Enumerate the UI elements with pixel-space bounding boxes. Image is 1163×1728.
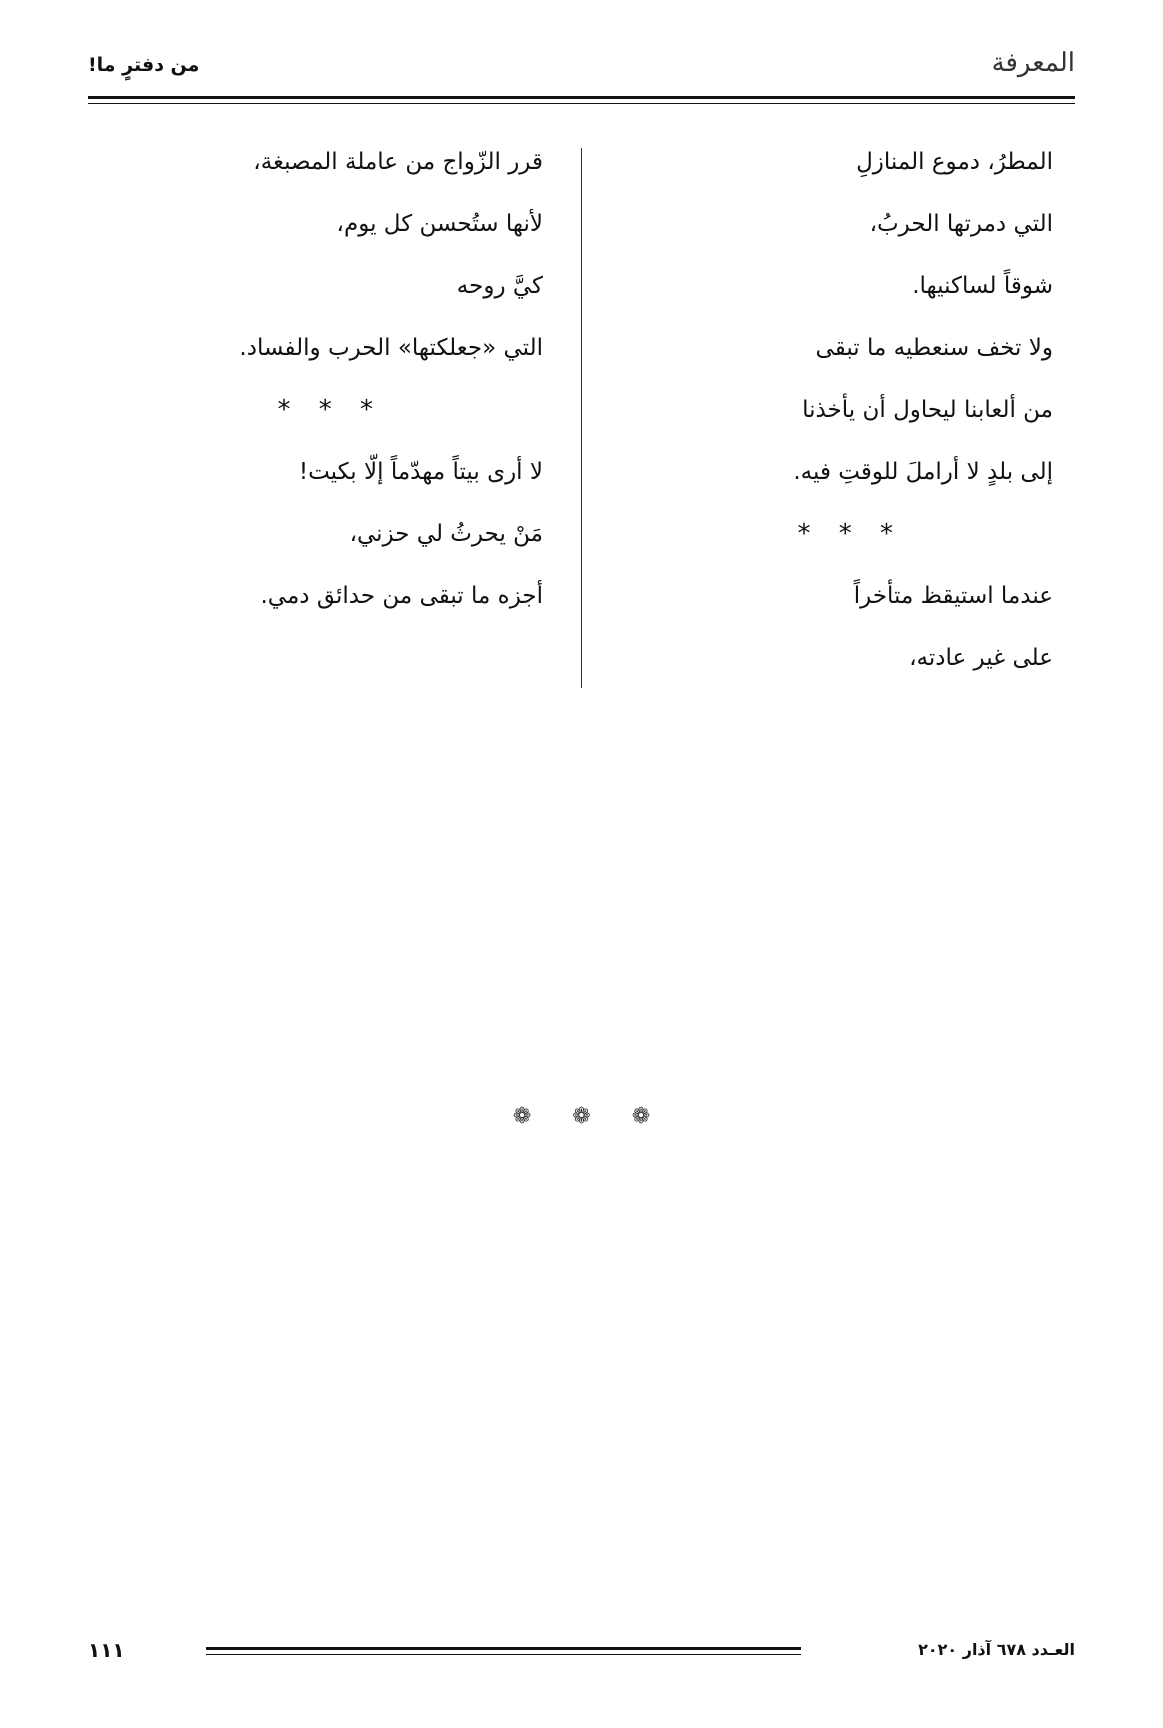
poem-line: من ألعابنا ليحاول أن يأخذنا xyxy=(802,397,1053,423)
poem-line: ولا تخف سنعطيه ما تبقى xyxy=(815,335,1053,361)
poem-line: على غير عادته، xyxy=(909,645,1053,671)
header-rule-thin xyxy=(88,103,1075,104)
issue-info: العـدد ٦٧٨ آذار ٢٠٢٠ xyxy=(918,1640,1075,1659)
poem-line: أجزه ما تبقى من حدائق دمي. xyxy=(260,583,543,609)
poem-line: لا أرى بيتاً مهدّماً إلّا بكيت! xyxy=(298,459,543,485)
poem-line: عندما استيقظ متأخراً xyxy=(853,583,1053,609)
stanza-separator: * * * xyxy=(797,519,903,549)
poem-line: شوقاً لساكنيها. xyxy=(912,273,1053,299)
footer-rule-thin xyxy=(206,1654,801,1655)
poem-column-left xyxy=(183,142,543,638)
section-title: من دفترٍ ما! xyxy=(88,54,200,76)
poem-line: قرر الزّواج من عاملة المصبغة، xyxy=(253,149,543,175)
ornament-divider xyxy=(0,1104,1163,1129)
footer-rule-thick xyxy=(206,1647,801,1650)
page-footer xyxy=(88,1638,1075,1668)
poem-line: التي «جعلكتها» الحرب والفساد. xyxy=(239,335,543,361)
poem-line: لأنها ستُحسن كل يوم، xyxy=(336,211,543,237)
flower-ornament-icon: ❁ xyxy=(512,1104,532,1129)
poem-line: كيَّ روحه xyxy=(456,273,543,299)
poem-line: المطرُ، دموع المنازلِ xyxy=(856,149,1053,175)
poem-line: إلى بلدٍ لا أراملَ للوقتِ فيه. xyxy=(793,459,1053,485)
page-number: ١١١ xyxy=(88,1638,125,1662)
header-rule-thick xyxy=(88,96,1075,99)
magazine-logo: المعرفة xyxy=(991,48,1075,78)
flower-ornament-icon: ❁ xyxy=(572,1104,591,1129)
poem-line: مَنْ يحرثُ لي حزني، xyxy=(349,521,543,547)
poem-line: التي دمرتها الحربُ، xyxy=(869,211,1053,237)
page-header xyxy=(88,40,1075,100)
stanza-separator: * * * xyxy=(277,395,383,425)
flower-ornament-icon: ❁ xyxy=(631,1104,651,1129)
poem-column-right xyxy=(693,142,1053,700)
column-divider xyxy=(581,148,582,688)
